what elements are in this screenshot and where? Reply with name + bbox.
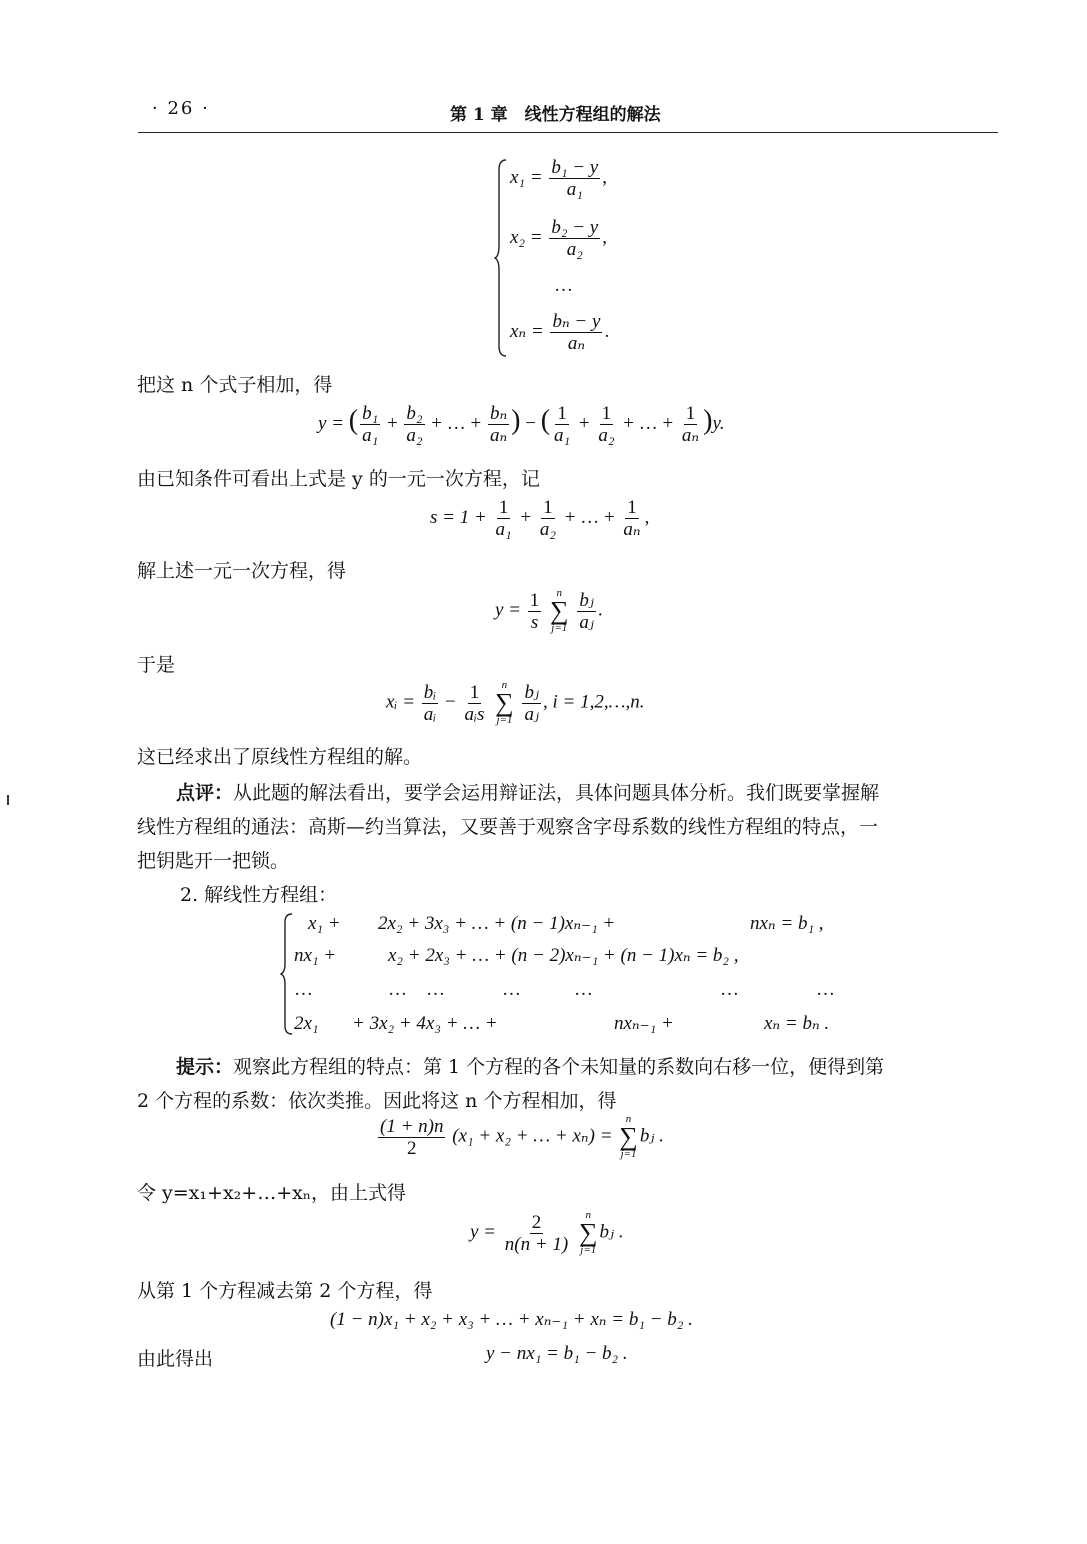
- question-2: 2. 解线性方程组：: [180, 884, 338, 906]
- equation-difference: (1 − n)x₁ + x₂ + x₃ + … + xₙ₋₁ + xₙ = b₁ − b₂ .: [330, 1309, 693, 1330]
- hint-line-2: 2 个方程的系数：依次类推。因此将这 n 个方程相加，得: [137, 1090, 617, 1112]
- system2-row-3-col-5: …: [720, 979, 739, 1000]
- equation-sum: $\frac{(1 + n)n}{2}$ (x₁ + x₂ + … + xₙ) = n ∑ j=1 bⱼ .: [380, 1113, 664, 1160]
- system2-row-2-col-2: x₂ + 2x₃ + … + (n − 2)xₙ₋₁ + (n − 1)xₙ = b₂ ,: [388, 945, 739, 966]
- paragraph-solved: 这已经求出了原线性方程组的解。: [137, 746, 423, 768]
- equation-final: y − nx₁ = b₁ − b₂ .: [486, 1343, 628, 1364]
- hint-label: 提示：: [176, 1056, 234, 1078]
- comment-line-2: 线性方程组的通法：高斯—约当算法，又要善于观察含字母系数的线性方程组的特点，一: [137, 816, 879, 838]
- comment-line-3: 把钥匙开一把锁。: [137, 850, 290, 872]
- hint-line-1: 提示：观察此方程组的特点：第 1 个方程的各个未知量的系数向右移一位，便得到第: [176, 1056, 885, 1078]
- paragraph-solve: 解上述一元一次方程，得: [137, 560, 347, 582]
- equation-s-definition: s = 1 + $\frac{1}{\text{a₁}}$ + $\frac{1}{\text{a₂}}$ + … + $\frac{1}{\text{aₙ}}$ ,: [430, 497, 650, 540]
- system2-row-3-col-3: …: [502, 979, 521, 1000]
- equation-y-expansion: y = ( $\frac{\text{b₁}}{\text{a₁}}$ + $\frac{\text{b₂}}{\text{a₂}}$ + … + $\frac{\text{bₙ}}{\text{aₙ}}$ ) − ( $\frac{1}{\text{a₁}}$ + $\frac{1}{\text{a₂}}$ + … + $\frac{1}{\text{aₙ}}$ )y.: [318, 403, 725, 446]
- paragraph-let-y: 令 y=x₁+x₂+…+xₙ，由上式得: [137, 1182, 407, 1204]
- system2-row-1-col-2: 2x₂ + 3x₃ + … + (n − 1)xₙ₋₁ +: [378, 913, 616, 934]
- system2-row-3-col-2: … …: [388, 979, 446, 1000]
- system2-row-3-col-1: …: [294, 979, 313, 1000]
- system2-row-1-col-1: x₁ +: [308, 913, 341, 934]
- page-number: · 26 ·: [152, 98, 210, 119]
- paragraph-subtract: 从第 1 个方程减去第 2 个方程，得: [137, 1280, 433, 1302]
- equation-system-1: [494, 150, 674, 360]
- page-header: [138, 96, 998, 133]
- equation-system-2: [280, 908, 860, 1038]
- system2-row-2-col-1: nx₁ +: [294, 945, 337, 966]
- system2-row-3-col-4: …: [574, 979, 593, 1000]
- paragraph-linear-equation: 由已知条件可看出上式是 y 的一元一次方程，记: [137, 468, 540, 490]
- equation-y-solution: y = $\frac{1}{s}$ n ∑ j=1 $\frac{\text{bⱼ}}{\text{aⱼ}}$ .: [495, 587, 603, 634]
- left-brace-1: [494, 158, 508, 358]
- system2-row-1-col-3: nxₙ = b₁ ,: [750, 913, 824, 934]
- paragraph-hence: 由此得出: [137, 1348, 214, 1370]
- left-brace-2: [280, 912, 294, 1036]
- equation-y-sum: y = $\frac{2}{n(n + 1)}$ n ∑ j=1 bⱼ .: [470, 1209, 624, 1256]
- chapter-title: 第 1 章 线性方程组的解法: [450, 105, 661, 125]
- system1-row-n: xₙ = $\frac{\text{bₙ − y}}{\text{aₙ}}$ .: [510, 311, 610, 354]
- system2-row-3-col-6: …: [816, 979, 835, 1000]
- comment-label: 点评：: [176, 782, 234, 804]
- system1-row-ellipsis: …: [554, 275, 573, 296]
- system1-row-2: x₂ = $\frac{\text{b₂ − y}}{\text{a₂}}$ ,: [510, 217, 607, 260]
- system1-row-1: x₁ = $\frac{\text{b₁ − y}}{\text{a₁}}$ ,: [510, 157, 607, 200]
- system2-row-4-col-3: nxₙ₋₁ +: [614, 1013, 674, 1034]
- paragraph-sum-equations: 把这 n 个式子相加，得: [137, 374, 333, 396]
- paragraph-therefore: 于是: [137, 654, 176, 676]
- equation-xi-solution: xᵢ = $\frac{\text{bᵢ}}{\text{aᵢ}}$ − $\frac{1}{\text{aᵢs}}$ n ∑ j=1 $\frac{\text{bⱼ}}{\text{aⱼ}}$ , i = 1,2,…,n.: [386, 679, 645, 726]
- system2-row-4-col-4: xₙ = bₙ .: [764, 1013, 830, 1034]
- margin-mark: [7, 795, 9, 805]
- comment-line-1: 点评：从此题的解法看出，要学会运用辩证法，具体问题具体分析。我们既要掌握解: [176, 782, 880, 804]
- system2-row-4-col-2: + 3x₂ + 4x₃ + … +: [352, 1013, 498, 1034]
- system2-row-4-col-1: 2x₁: [294, 1013, 319, 1034]
